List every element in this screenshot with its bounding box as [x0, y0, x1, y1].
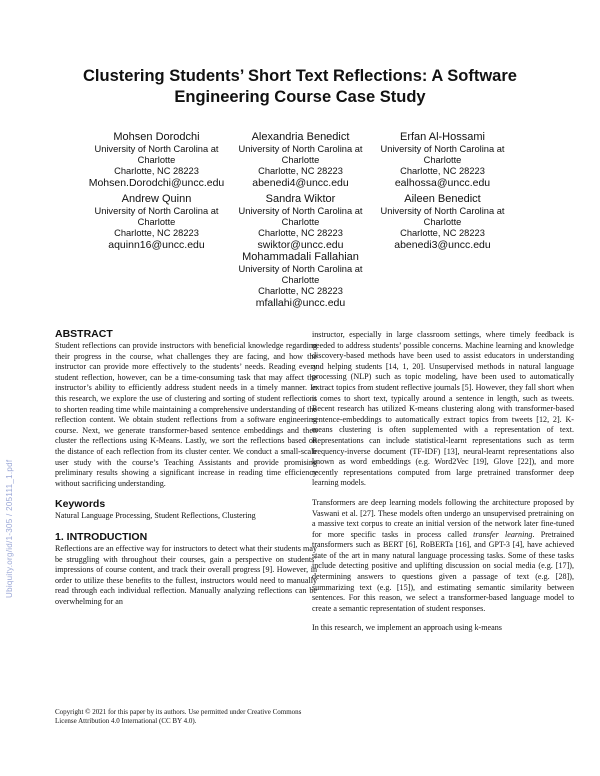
author-block: [218, 250, 383, 309]
abstract-heading: ABSTRACT: [55, 328, 113, 340]
author-block: [360, 130, 525, 189]
body-text: Transformers are deep learning models following the architecture proposed by Vaswani et al. [27]. These models often undergo an unsupervised pretraining on a massive text corpus to create an initial version of the network later fine-tuned for more specific tasks in process called: [312, 497, 574, 539]
author-email: Mohsen.Dorodchi@uncc.edu: [88, 177, 225, 189]
intro-text: Reflections are an effective way for instructors to detect what their students may be struggling with throughout their courses, gain a perspective on students’ impressions of course content, and track their overall progress [9]. However, in order to utilize these benefits to the fullest, instructors would need to manually read through each individual reflection. Manually analyzing reflections can be overwhelming for an: [55, 543, 317, 606]
author-affiliation: University of North Carolina at: [238, 144, 363, 154]
author-affiliation: Charlotte: [137, 217, 176, 227]
author-email: abenedi4@uncc.edu: [252, 177, 349, 189]
author-block: [74, 192, 239, 251]
author-affiliation: Charlotte, NC 28223: [114, 166, 199, 176]
side-stamp: [1, 398, 19, 598]
author-block: [74, 130, 239, 189]
author-block: [218, 130, 383, 189]
author-email: ealhossa@uncc.edu: [394, 177, 491, 189]
author-affiliation: Charlotte, NC 28223: [114, 228, 199, 238]
emphasis-text: transfer learning: [473, 529, 533, 539]
intro-heading: 1. INTRODUCTION: [55, 530, 148, 543]
author-email: aquinn16@uncc.edu: [108, 239, 205, 251]
author-block: [218, 192, 383, 251]
right-column: [312, 330, 574, 634]
left-column: [55, 328, 317, 607]
author-name: Mohsen Dorodchi: [113, 131, 200, 143]
author-affiliation: Charlotte: [281, 155, 320, 165]
author-affiliation: Charlotte: [137, 155, 176, 165]
author-email: abenedi3@uncc.edu: [394, 239, 491, 251]
author-affiliation: University of North Carolina at: [94, 206, 219, 216]
author-name: Andrew Quinn: [121, 193, 192, 205]
author-affiliation: University of North Carolina at: [380, 206, 505, 216]
body-paragraph: In this research, we implement an approach using k-means: [312, 623, 502, 633]
author-name: Aileen Benedict: [404, 193, 481, 205]
author-name: Alexandria Benedict: [251, 131, 350, 143]
author-name: Sandra Wiktor: [265, 193, 336, 205]
author-affiliation: Charlotte, NC 28223: [258, 228, 343, 238]
keywords-text: Natural Language Processing, Student Reflections, Clustering: [55, 511, 256, 521]
author-affiliation: University of North Carolina at: [238, 264, 363, 274]
author-email: swiktor@uncc.edu: [257, 239, 344, 251]
copyright-notice: Copyright © 2021 for this paper by its authors. Use permitted under Creative Commons License Attribution 4.0 International (CC BY 4.0).: [55, 708, 302, 725]
author-email: mfallahi@uncc.edu: [255, 297, 346, 309]
author-affiliation: Charlotte, NC 28223: [400, 228, 485, 238]
side-stamp-text: Ubiquity.org/id/1-305 / 205111_1.pdf: [5, 459, 14, 598]
paper-title: Clustering Students’ Short Text Reflections: A Software Engineering Course Case Study: [83, 67, 517, 106]
abstract-text: Student reflections can provide instructors with beneficial knowledge regarding their progress in the course, what challenges they are facing, and how the instructor can provide more effectively to the students’ needs. Reading every student reflection, however, can be a time-consuming task that may affect the instructor’s ability to efficiently address student needs in a timely manner. In this research, we explore the use of clustering and sorting of student reflections to shorten reading time while maintaining a comprehensive understanding of the reflection content. We obtain student reflections from a software engineering course. Next, we generate transformer-based sentence embeddings and then cluster the reflections using K-Means. Lastly, we sort the reflections based on the distance of each reflection from its cluster center. We conduct a small-scale user study with the course’s Teaching Assistants and provide promising preliminary results showing a significant increase in reading time efficiency without sacrificing understanding.: [55, 341, 317, 488]
author-block: [360, 192, 525, 251]
body-paragraph: instructor, especially in large classroom settings, where timely feedback is needed to address students’ possible concerns. Machine learning and knowledge discovery-based methods have been used to assist educators in understanding and helping students [14, 1, 20]. Unsupervised methods in natural language processing (NLP) such as topic modeling, have been used to automatically extract topics from student reflective journals [5]. However, they fall short when it comes to short text, typically around a sentence in length, such as tweets. Recent research has utilized K-means clustering along with transformer-based sentence-embeddings to automatically extract topics from tweets [12, 2]. K-means clustering is often supplemented with a representation of text. Representations can include statistical-learnt representations such as term frequency-inverse document (TF-IDF) [13], neural-learnt representations also known as word embeddings (e.g. Word2Vec [19], Glove [22]), and more recently representations computed from large pretrained transformer deep learning models.: [312, 330, 574, 488]
author-affiliation: Charlotte, NC 28223: [400, 166, 485, 176]
body-paragraph: [312, 498, 574, 615]
author-affiliation: Charlotte, NC 28223: [258, 166, 343, 176]
author-affiliation: Charlotte, NC 28223: [258, 286, 343, 296]
author-affiliation: Charlotte: [281, 275, 320, 285]
author-name: Erfan Al-Hossami: [400, 131, 485, 143]
author-affiliation: University of North Carolina at: [380, 144, 505, 154]
keywords-heading: Keywords: [55, 498, 106, 511]
author-affiliation: University of North Carolina at: [94, 144, 219, 154]
author-affiliation: Charlotte: [281, 217, 320, 227]
body-text: . Pretrained transformers such as BERT [6], RoBERTa [16], and GPT-3 [4], have achieved state of the art in many natural language processing tasks. Some of these tasks include detecting positive and uplifting discussion on social media (e.g. [17]), determining answers to questions given a passage of text (e.g. [28]), summarizing text (e.g. [15]), and estimating semantic similarity between sentences. For this reason, we select a transformer-based language model to create a semantic representation of student responses.: [312, 529, 574, 613]
author-affiliation: Charlotte: [423, 155, 462, 165]
author-affiliation: University of North Carolina at: [238, 206, 363, 216]
author-name: Mohammadali Fallahian: [242, 251, 359, 263]
author-affiliation: Charlotte: [423, 217, 462, 227]
